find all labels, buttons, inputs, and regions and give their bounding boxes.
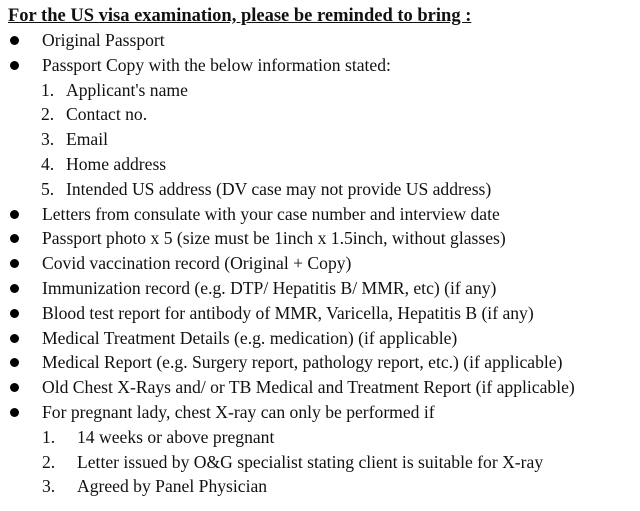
sub-item-text: Email [66, 129, 109, 150]
bullet-icon [10, 259, 19, 268]
sub-item-applicant-name [8, 78, 640, 103]
sub-item-number: 5. [41, 178, 55, 199]
sub-item-number: 1. [41, 79, 55, 100]
bullet-icon [10, 61, 19, 70]
list-item-text: For pregnant lady, chest X-ray can only be performed if [42, 401, 435, 422]
sub-item-text: Applicant's name [66, 79, 188, 100]
list-item-text: Passport Copy with the below information stated: [42, 54, 391, 75]
sub-item-weeks-pregnant [8, 425, 640, 450]
sub-item-text: Home address [66, 153, 167, 174]
sub-item-text: Contact no. [66, 104, 148, 125]
list-item-medical-treatment [8, 326, 640, 351]
list-item-text: Original Passport [42, 30, 165, 50]
list-item-medical-report [8, 350, 640, 375]
bullet-icon [10, 383, 19, 392]
list-item-chest-xray [8, 375, 640, 400]
sub-item-home-address [8, 152, 640, 177]
sub-item-us-address [8, 177, 640, 202]
list-item-text: Old Chest X-Rays and/ or TB Medical and Treatment Report (if applicable) [42, 377, 575, 398]
list-item-text: Blood test report for antibody of MMR, Varicella, Hepatitis B (if any) [42, 302, 534, 323]
list-item-immunization-record [8, 276, 640, 301]
sub-item-specialist-letter [8, 450, 640, 475]
sub-item-number: 1. [42, 426, 56, 447]
list-item-text: Covid vaccination record (Original + Copy) [42, 253, 352, 274]
sub-item-panel-physician [8, 474, 640, 499]
sub-item-number: 3. [41, 129, 55, 150]
list-item-text: Letters from consulate with your case number and interview date [42, 203, 500, 224]
list-item-passport-photo [8, 226, 640, 251]
document-title: For the US visa examination, please be reminded to bring : [8, 6, 472, 26]
list-item-text: Immunization record (e.g. DTP/ Hepatitis B/ MMR, etc) (if any) [42, 277, 497, 298]
bullet-icon [10, 358, 19, 367]
sub-item-number: 2. [41, 104, 55, 125]
bullet-icon [10, 309, 19, 318]
sub-item-number: 2. [42, 451, 56, 472]
list-item-passport-copy [8, 53, 640, 78]
list-item-original-passport [8, 28, 640, 53]
sub-item-text: Agreed by Panel Physician [77, 476, 268, 497]
sub-item-number: 4. [41, 153, 55, 174]
list-item-pregnant-lady [8, 400, 640, 425]
list-item-text: Passport photo x 5 (size must be 1inch x 1.5inch, without glasses) [42, 228, 506, 249]
list-item-covid-record [8, 251, 640, 276]
list-item-consulate-letters [8, 202, 640, 227]
sub-item-text: Letter issued by O&G specialist stating client is suitable for X-ray [77, 451, 544, 472]
list-item-text: Medical Report (e.g. Surgery report, pathology report, etc.) (if applicable) [42, 352, 563, 373]
bullet-icon [10, 36, 19, 45]
sub-item-text: 14 weeks or above pregnant [77, 426, 275, 447]
bullet-icon [10, 234, 19, 243]
bullet-icon [10, 334, 19, 343]
sub-item-text: Intended US address (DV case may not provide US address) [66, 178, 492, 199]
bullet-icon [10, 284, 19, 293]
bullet-icon [10, 210, 19, 219]
list-item-blood-test [8, 301, 640, 326]
sub-item-number: 3. [42, 476, 56, 497]
sub-item-contact-no [8, 102, 640, 127]
sub-item-email [8, 127, 640, 152]
bullet-icon [10, 408, 19, 417]
list-item-text: Medical Treatment Details (e.g. medication) (if applicable) [42, 327, 458, 348]
